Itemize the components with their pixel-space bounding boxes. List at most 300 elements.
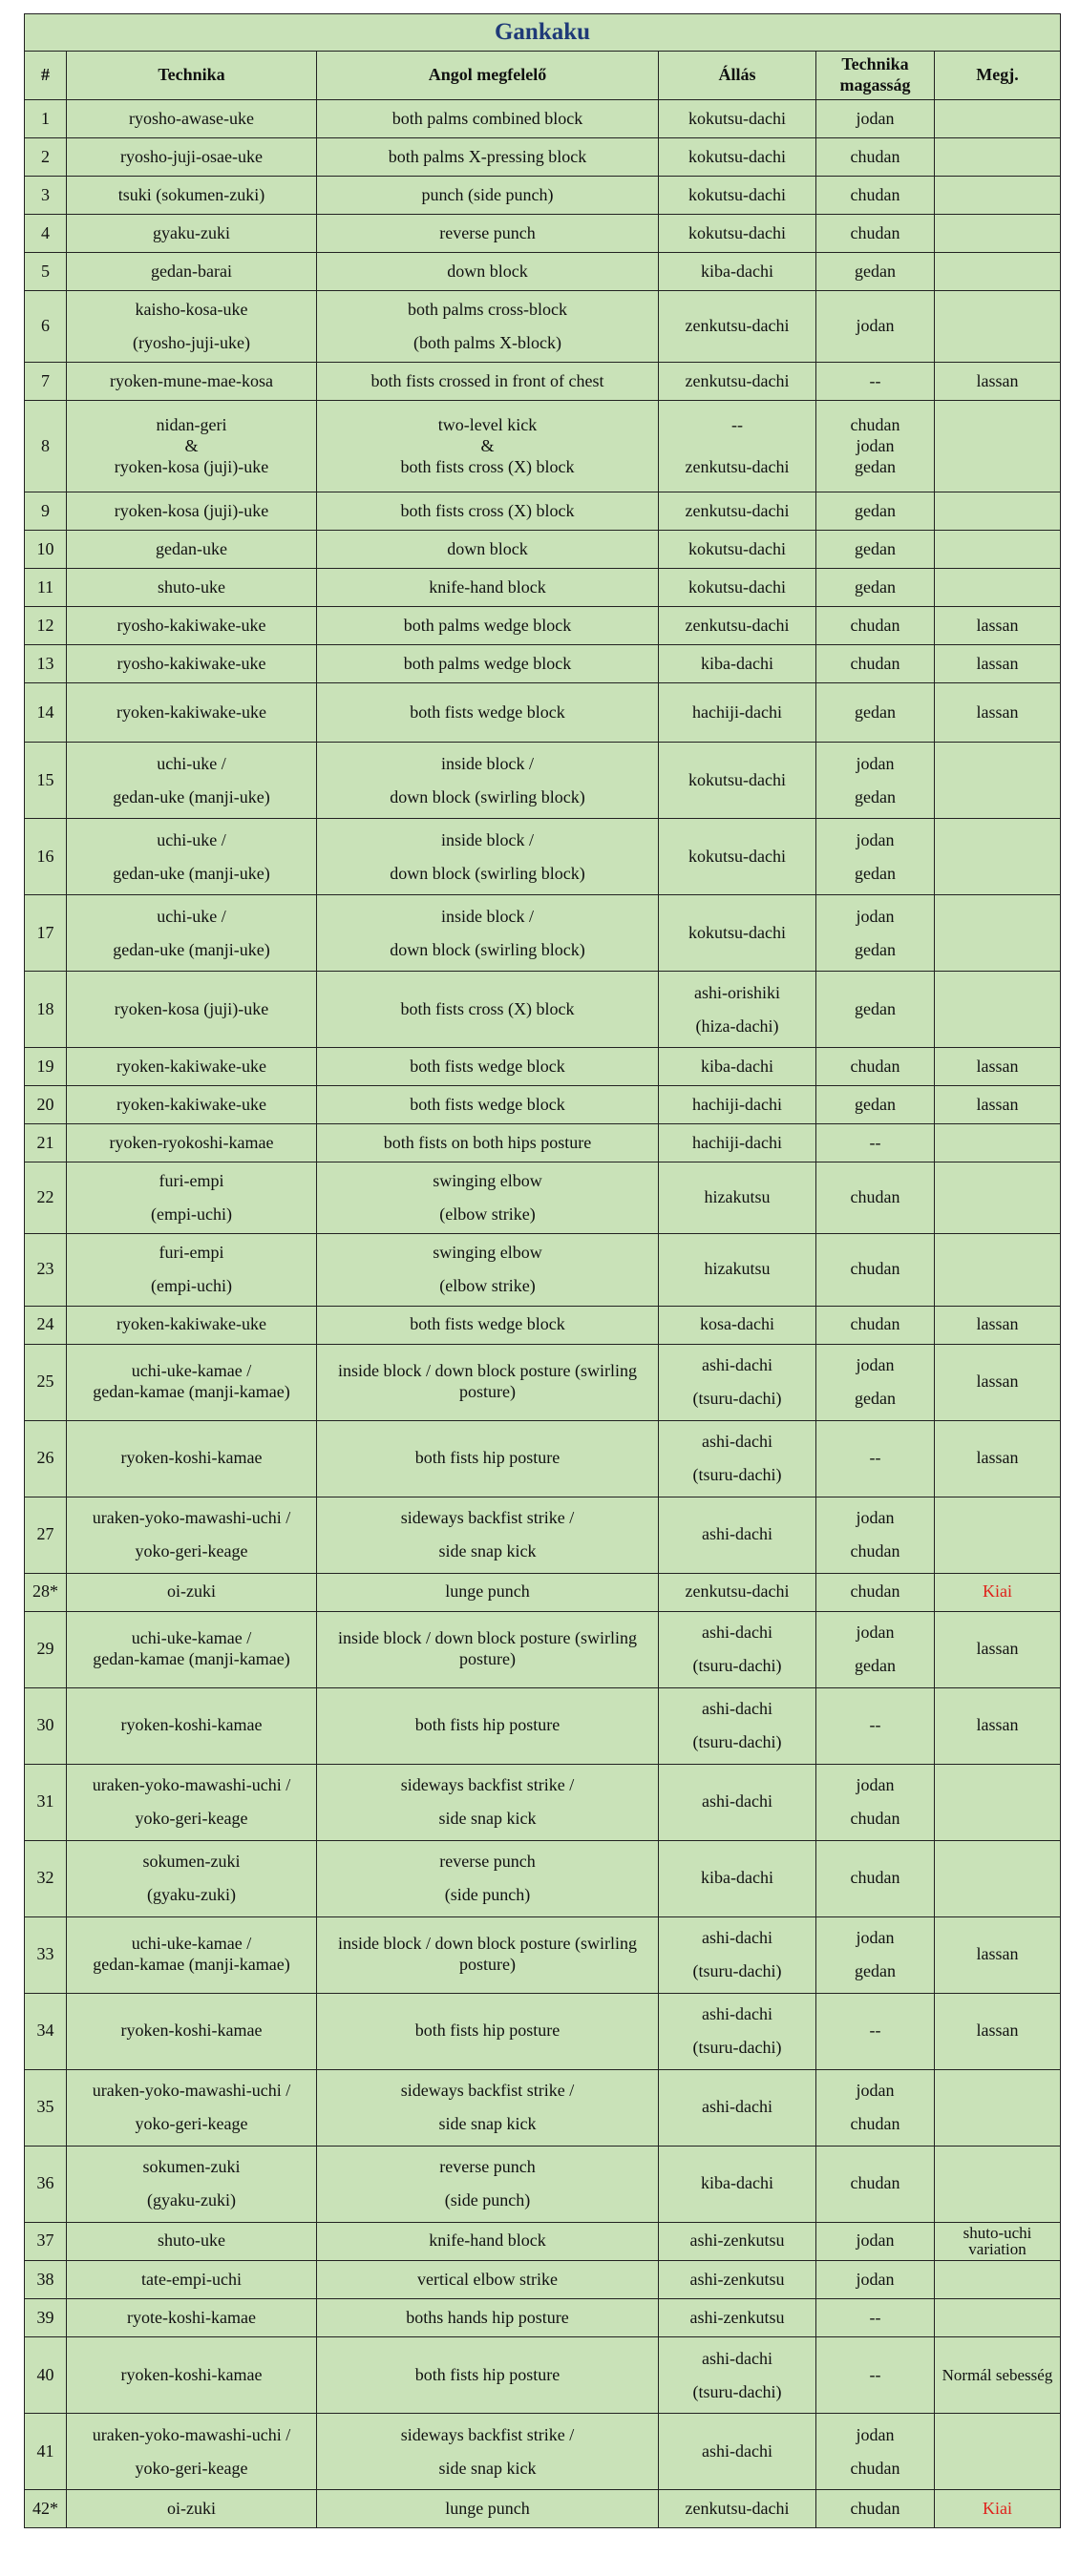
cell-english	[317, 895, 659, 972]
table-row	[25, 1916, 1061, 1993]
cell-stance	[659, 100, 816, 138]
cell-line: ashi-dachi	[702, 1791, 772, 1812]
cell-line: both fists wedge block	[410, 1094, 565, 1114]
cell-number	[25, 1764, 67, 1840]
cell-number	[25, 291, 67, 363]
table-row	[25, 1573, 1061, 1611]
cell-line: 3	[41, 184, 50, 204]
cell-technique	[67, 1993, 317, 2069]
cell-line: uraken-yoko-mawashi-uchi /	[92, 1774, 291, 1794]
cell-line: chudan	[850, 184, 900, 204]
cell-stance	[659, 645, 816, 683]
cell-line: jodan	[856, 2424, 895, 2444]
cell-line: ryosho-juji-osae-uke	[120, 146, 263, 166]
cell-line: gedan	[855, 998, 896, 1018]
cell-stance	[659, 2069, 816, 2146]
cell-stance	[659, 2146, 816, 2222]
cell-number	[25, 683, 67, 743]
cell-line: 27	[36, 1524, 54, 1544]
cell-line: jodan	[856, 1774, 895, 1794]
cell-line	[939, 2308, 1056, 2329]
cell-note	[935, 2299, 1061, 2337]
cell-height	[816, 177, 935, 215]
cell-line: --	[869, 370, 881, 390]
cell-technique	[67, 683, 317, 743]
cell-line	[939, 223, 1056, 244]
cell-line: kiba-dachi	[701, 1056, 773, 1076]
cell-english	[317, 363, 659, 401]
cell-line: (empi-uchi)	[151, 1276, 232, 1296]
cell-line: (side punch)	[444, 1885, 531, 1905]
table-row	[25, 683, 1061, 743]
cell-number	[25, 1162, 67, 1234]
cell-line: 40	[36, 2364, 54, 2384]
cell-line: ashi-orishiki	[694, 982, 780, 1002]
cell-number	[25, 2490, 67, 2528]
cell-line: swinging elbow	[433, 1243, 542, 1263]
cell-line: ryoken-koshi-kamae	[120, 2364, 263, 2384]
cell-note	[935, 1497, 1061, 1573]
cell-line: lunge punch	[445, 1581, 530, 1602]
cell-line: kokutsu-dachi	[688, 769, 786, 789]
cell-number	[25, 2146, 67, 2222]
cell-line: gedan	[855, 863, 896, 883]
cell-line: gedan	[855, 1389, 896, 1409]
cell-height	[816, 531, 935, 569]
cell-technique	[67, 569, 317, 607]
cell-height	[816, 492, 935, 531]
cell-line: 9	[41, 500, 50, 520]
cell-line: both palms combined block	[391, 108, 583, 128]
cell-english	[317, 1611, 659, 1687]
table-row	[25, 291, 1061, 363]
cell-number	[25, 1048, 67, 1086]
cell-number	[25, 1840, 67, 1916]
cell-note	[935, 401, 1061, 492]
cell-line: 20	[36, 1094, 54, 1114]
table-row	[25, 1764, 1061, 1840]
cell-line: hizakutsu	[704, 1187, 771, 1207]
cell-note	[935, 1993, 1061, 2069]
cell-english	[317, 1344, 659, 1420]
cell-line: 24	[36, 1314, 54, 1334]
cell-technique	[67, 138, 317, 177]
cell-height	[816, 1162, 935, 1234]
cell-line	[939, 1868, 1056, 1889]
cell-line: chudan	[850, 1809, 900, 1829]
cell-line	[939, 1133, 1056, 1154]
cell-line: (both palms X-block)	[413, 333, 561, 353]
cell-height	[816, 215, 935, 253]
cell-line: --	[731, 414, 743, 434]
cell-english	[317, 1048, 659, 1086]
cell-line: jodan	[856, 435, 895, 455]
cell-line	[939, 2270, 1056, 2291]
cell-line: knife-hand block	[429, 2230, 546, 2251]
cell-technique	[67, 531, 317, 569]
cell-height	[816, 1916, 935, 1993]
cell-line	[939, 1187, 1056, 1208]
cell-line: yoko-geri-keage	[135, 1809, 248, 1829]
cell-stance	[659, 401, 816, 492]
cell-line: uchi-uke-kamae /	[131, 1628, 252, 1648]
cell-note	[935, 2261, 1061, 2299]
cell-line: (tsuru-dachi)	[692, 1656, 782, 1676]
cell-english	[317, 1306, 659, 1344]
cell-line: jodan	[856, 753, 895, 773]
cell-line: jodan	[856, 2080, 895, 2100]
cell-line: gedan-uke (manji-uke)	[113, 863, 270, 883]
cell-height	[816, 2069, 935, 2146]
cell-line: gedan	[855, 456, 896, 476]
cell-line	[939, 539, 1056, 560]
cell-english	[317, 253, 659, 291]
cell-line: 25	[36, 1372, 54, 1392]
table-row	[25, 2299, 1061, 2337]
cell-stance	[659, 215, 816, 253]
cell-line: jodan	[856, 316, 895, 336]
cell-line: lassan	[976, 653, 1019, 673]
cell-height	[816, 363, 935, 401]
cell-line: jodan	[856, 1354, 895, 1374]
cell-stance	[659, 1840, 816, 1916]
cell-line: oi-zuki	[167, 2498, 216, 2518]
cell-line	[939, 1524, 1056, 1545]
cell-technique	[67, 1306, 317, 1344]
cell-stance	[659, 1234, 816, 1306]
cell-english	[317, 1840, 659, 1916]
cell-line: uraken-yoko-mawashi-uchi /	[92, 1507, 291, 1527]
cell-number	[25, 895, 67, 972]
cell-line: 26	[36, 1448, 54, 1468]
table-row	[25, 100, 1061, 138]
cell-line: gedan	[855, 500, 896, 520]
cell-line	[939, 316, 1056, 337]
cell-line: jodan	[856, 906, 895, 926]
cell-line: uchi-uke /	[157, 829, 226, 849]
cell-english	[317, 569, 659, 607]
cell-line: 8	[41, 435, 50, 455]
cell-line: 42*	[32, 2498, 58, 2518]
cell-line: kokutsu-dachi	[688, 184, 786, 204]
cell-line: chudan	[850, 2458, 900, 2478]
cell-line: both fists wedge block	[410, 702, 565, 722]
cell-stance	[659, 2337, 816, 2414]
header-note: Megj.	[935, 52, 1061, 100]
cell-technique	[67, 819, 317, 895]
cell-line: uchi-uke-kamae /	[131, 1361, 252, 1381]
cell-english	[317, 2490, 659, 2528]
cell-english	[317, 1916, 659, 1993]
cell-line: zenkutsu-dachi	[685, 2498, 790, 2518]
cell-height	[816, 1086, 935, 1124]
cell-line: ryoken-kakiwake-uke	[116, 1056, 266, 1076]
cell-line: ashi-dachi	[702, 2440, 772, 2461]
header-row	[25, 52, 1061, 100]
cell-line	[939, 501, 1056, 522]
cell-line: furi-empi	[159, 1171, 224, 1191]
cell-stance	[659, 683, 816, 743]
table-row	[25, 253, 1061, 291]
cell-line: gedan-barai	[151, 261, 232, 281]
cell-height	[816, 972, 935, 1048]
cell-line: 38	[36, 2269, 54, 2289]
cell-line: jodan	[856, 1927, 895, 1947]
cell-line: uchi-uke /	[157, 753, 226, 773]
cell-line	[939, 185, 1056, 206]
cell-line: 19	[36, 1056, 54, 1076]
cell-number	[25, 401, 67, 492]
cell-stance	[659, 363, 816, 401]
cell-line: 41	[36, 2440, 54, 2461]
cell-stance	[659, 531, 816, 569]
kata-table-container	[24, 13, 1060, 2528]
cell-number	[25, 2337, 67, 2414]
cell-line: chudan	[850, 1541, 900, 1561]
cell-line: zenkutsu-dachi	[685, 456, 790, 476]
table-row	[25, 492, 1061, 531]
cell-line: gedan	[855, 702, 896, 722]
cell-line: down block (swirling block)	[390, 863, 585, 883]
cell-line: (gyaku-zuki)	[147, 1885, 236, 1905]
cell-technique	[67, 1611, 317, 1687]
cell-stance	[659, 1162, 816, 1234]
cell-line: 17	[36, 922, 54, 942]
cell-line	[939, 2441, 1056, 2462]
cell-line: both fists hip posture	[414, 1448, 561, 1468]
cell-line: chudan	[850, 653, 900, 673]
cell-line: kokutsu-dachi	[688, 576, 786, 597]
cell-line: side snap kick	[438, 2114, 537, 2134]
cell-note	[935, 819, 1061, 895]
table-row	[25, 215, 1061, 253]
cell-line: gedan	[855, 538, 896, 558]
table-row	[25, 1344, 1061, 1420]
cell-line: (tsuru-dachi)	[692, 1389, 782, 1409]
cell-line: chudan	[850, 2114, 900, 2134]
cell-note	[935, 2069, 1061, 2146]
cell-line: kokutsu-dachi	[688, 146, 786, 166]
cell-height	[816, 1124, 935, 1162]
table-row	[25, 1048, 1061, 1086]
cell-line: gedan	[855, 786, 896, 806]
cell-line: both fists hip posture	[414, 2364, 561, 2384]
cell-number	[25, 743, 67, 819]
cell-line: gedan-kamae (manji-kamae)	[93, 1649, 290, 1669]
cell-english	[317, 2069, 659, 2146]
cell-line: ryosho-kakiwake-uke	[116, 615, 266, 635]
cell-height	[816, 607, 935, 645]
cell-line: uraken-yoko-mawashi-uchi /	[92, 2080, 291, 2100]
cell-technique	[67, 1162, 317, 1234]
cell-note	[935, 531, 1061, 569]
table-row	[25, 531, 1061, 569]
cell-line	[939, 147, 1056, 168]
cell-english	[317, 2414, 659, 2490]
cell-technique	[67, 1048, 317, 1086]
cell-english	[317, 291, 659, 363]
cell-line: gedan	[855, 1656, 896, 1676]
cell-height	[816, 2490, 935, 2528]
cell-line: 28*	[32, 1581, 58, 1602]
cell-line: both fists wedge block	[410, 1314, 565, 1334]
cell-line: 39	[36, 2307, 54, 2327]
cell-note	[935, 492, 1061, 531]
cell-english	[317, 531, 659, 569]
cell-stance	[659, 607, 816, 645]
cell-stance	[659, 291, 816, 363]
cell-line	[939, 109, 1056, 130]
cell-height	[816, 895, 935, 972]
cell-line: 23	[36, 1259, 54, 1279]
cell-line	[939, 262, 1056, 283]
cell-line: lassan	[976, 1314, 1019, 1334]
cell-number	[25, 1687, 67, 1764]
cell-line	[939, 999, 1056, 1020]
table-row	[25, 2222, 1061, 2261]
cell-note	[935, 2490, 1061, 2528]
cell-line: ryoken-kakiwake-uke	[116, 1094, 266, 1114]
cell-note	[935, 291, 1061, 363]
cell-line: sideways backfist strike /	[400, 1507, 575, 1527]
cell-height	[816, 645, 935, 683]
cell-technique	[67, 2490, 317, 2528]
cell-height	[816, 291, 935, 363]
cell-line: (elbow strike)	[439, 1204, 536, 1225]
cell-number	[25, 100, 67, 138]
cell-note	[935, 1840, 1061, 1916]
cell-number	[25, 215, 67, 253]
cell-note	[935, 607, 1061, 645]
cell-line: yoko-geri-keage	[135, 2114, 248, 2134]
cell-line: lassan	[976, 1639, 1019, 1659]
cell-line: 37	[36, 2230, 54, 2251]
cell-number	[25, 972, 67, 1048]
table-row	[25, 1420, 1061, 1497]
cell-line: --	[869, 1715, 881, 1735]
cell-height	[816, 2299, 935, 2337]
cell-height	[816, 1764, 935, 1840]
cell-line: lassan	[976, 1715, 1019, 1735]
cell-line	[939, 770, 1056, 791]
cell-number	[25, 1086, 67, 1124]
cell-height	[816, 743, 935, 819]
cell-line	[939, 2173, 1056, 2194]
cell-technique	[67, 215, 317, 253]
cell-stance	[659, 2299, 816, 2337]
table-row	[25, 1234, 1061, 1306]
cell-line: (tsuru-dachi)	[692, 1961, 782, 1981]
cell-line: sideways backfist strike /	[400, 2424, 575, 2444]
cell-line: chudan	[850, 2498, 900, 2518]
cell-line: both fists cross (X) block	[400, 456, 575, 476]
cell-line	[939, 577, 1056, 598]
cell-line: kiba-dachi	[701, 2173, 773, 2193]
cell-english	[317, 100, 659, 138]
cell-line: kokutsu-dachi	[688, 846, 786, 866]
cell-line: chudan	[850, 146, 900, 166]
table-row	[25, 2490, 1061, 2528]
cell-note	[935, 1687, 1061, 1764]
cell-technique	[67, 972, 317, 1048]
cell-line: 7	[41, 370, 50, 390]
cell-line: (empi-uchi)	[151, 1204, 232, 1225]
cell-note	[935, 177, 1061, 215]
cell-line: jodan	[856, 2269, 895, 2289]
cell-height	[816, 569, 935, 607]
table-row	[25, 177, 1061, 215]
cell-line: uchi-uke /	[157, 906, 226, 926]
cell-line: ryote-koshi-kamae	[127, 2307, 256, 2327]
cell-line: jodan	[856, 1507, 895, 1527]
cell-note	[935, 1234, 1061, 1306]
cell-line: inside block / down block posture (swirling posture)	[338, 1361, 637, 1402]
cell-line: kosa-dachi	[700, 1314, 774, 1334]
cell-line: tate-empi-uchi	[141, 2269, 242, 2289]
cell-line: --	[869, 2307, 881, 2327]
cell-line: inside block / down block posture (swirling posture)	[338, 1934, 637, 1975]
cell-line: ryoken-koshi-kamae	[120, 1448, 263, 1468]
cell-line: inside block /	[441, 906, 534, 926]
cell-number	[25, 2414, 67, 2490]
cell-line: (tsuru-dachi)	[692, 2038, 782, 2058]
cell-line: reverse punch	[439, 1851, 536, 1871]
cell-note	[935, 2414, 1061, 2490]
cell-note	[935, 2222, 1061, 2261]
cell-line: kokutsu-dachi	[688, 108, 786, 128]
cell-height	[816, 401, 935, 492]
cell-height	[816, 1497, 935, 1573]
cell-line: kokutsu-dachi	[688, 538, 786, 558]
cell-technique	[67, 1344, 317, 1420]
cell-technique	[67, 743, 317, 819]
cell-number	[25, 2069, 67, 2146]
cell-line: ashi-dachi	[702, 2097, 772, 2117]
cell-line: both palms cross-block	[408, 300, 567, 319]
cell-line: Kiai	[983, 1581, 1012, 1602]
cell-stance	[659, 1993, 816, 2069]
cell-line: side snap kick	[438, 1541, 537, 1561]
cell-line: ashi-dachi	[702, 1927, 772, 1947]
table-row	[25, 1840, 1061, 1916]
cell-line: ryoken-koshi-kamae	[120, 1715, 263, 1735]
cell-line: 36	[36, 2173, 54, 2193]
cell-line: ryoken-kakiwake-uke	[116, 702, 266, 722]
cell-line: 10	[36, 538, 54, 558]
cell-line: lassan	[976, 1056, 1019, 1076]
cell-note	[935, 2337, 1061, 2414]
cell-line: lassan	[976, 615, 1019, 635]
cell-technique	[67, 1497, 317, 1573]
cell-line: kokutsu-dachi	[688, 922, 786, 942]
cell-technique	[67, 1234, 317, 1306]
cell-line: oi-zuki	[167, 1581, 216, 1602]
cell-number	[25, 607, 67, 645]
cell-line: 21	[36, 1132, 54, 1152]
cell-line	[663, 436, 812, 457]
header-stance: Állás	[659, 52, 816, 100]
cell-line: gedan-uke (manji-uke)	[113, 939, 270, 959]
cell-note	[935, 1344, 1061, 1420]
cell-line: uchi-uke-kamae /	[131, 1934, 252, 1954]
cell-line: 18	[36, 998, 54, 1018]
cell-line: zenkutsu-dachi	[685, 1581, 790, 1602]
table-title: Gankaku	[25, 14, 1061, 52]
cell-line: down block	[447, 261, 528, 281]
cell-line: ryosho-kakiwake-uke	[116, 653, 266, 673]
table-row	[25, 569, 1061, 607]
cell-number	[25, 1124, 67, 1162]
